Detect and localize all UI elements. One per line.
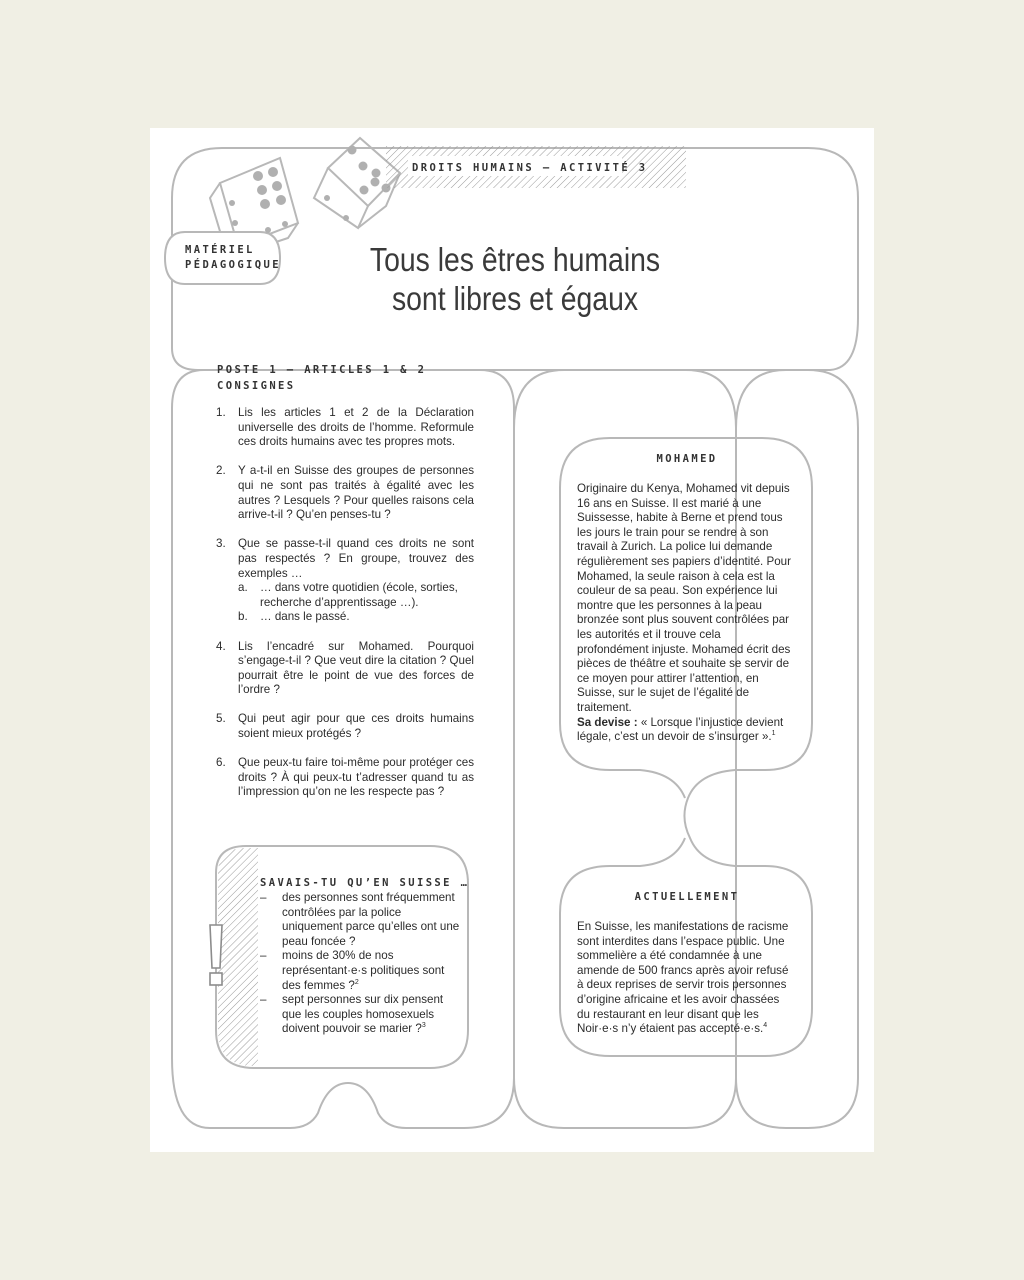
poste-heading-block	[217, 362, 426, 394]
materiel-pedagogique-label	[185, 243, 281, 273]
footnote-marker: 2	[354, 978, 359, 986]
sub-item-text: … dans votre quotidien (école, sorties, recherche d’apprentissage …).	[260, 581, 458, 609]
instruction-number: 4.	[216, 639, 226, 653]
instruction-item	[212, 640, 474, 698]
actuellement-box-text	[577, 920, 792, 1037]
mohamed-box-text	[577, 482, 792, 745]
instruction-number: 5.	[216, 712, 226, 726]
instruction-text: Qui peut agir pour que ces droits humains soient mieux protégés ?	[238, 712, 474, 741]
savais-tu-item-text: moins de 30% de nos représentant·e·s politiques sont des femmes ?	[282, 949, 445, 992]
consignes-heading: CONSIGNES	[217, 380, 296, 392]
savais-tu-item	[260, 891, 465, 949]
page-title	[356, 240, 674, 318]
mohamed-box-title: MOHAMED	[656, 453, 718, 465]
materiel-line-2: PÉDAGOGIQUE	[185, 259, 281, 271]
list-dash: –	[260, 993, 267, 1007]
instruction-number: 3.	[216, 537, 226, 551]
sub-item	[238, 610, 474, 625]
instruction-item	[212, 464, 474, 522]
instructions-list	[212, 406, 474, 815]
list-dash: –	[260, 949, 267, 963]
savais-tu-title: SAVAIS-TU QU’EN SUISSE …	[260, 877, 470, 889]
instruction-text: Y a-t-il en Suisse des groupes de personnes qui ne sont pas traités à égalité avec les autres ? Lesquels ? Pour quelles raisons cela arrive-t-il ? Qu’en penses-tu ?	[238, 464, 474, 522]
sub-item-label: b.	[238, 610, 248, 624]
instruction-item	[212, 406, 474, 450]
instruction-item	[212, 537, 474, 625]
instruction-number: 1.	[216, 406, 226, 419]
mohamed-devise-label: Sa devise :	[577, 715, 638, 729]
mohamed-devise-quote: « Lorsque l’injustice devient légale, c’est un devoir de s’insurger ».	[577, 715, 784, 744]
title-line-1: Tous les êtres humains	[369, 241, 661, 278]
materiel-line-1: MATÉRIEL	[185, 244, 255, 256]
savais-tu-list	[260, 891, 465, 1037]
actuellement-story: En Suisse, les manifestations de racisme sont interdites dans l’espace public. Une sommelière a été condamnée à une amende de 500 francs après avoir refusé à deux reprises de servir trois personnes d’origine africaine et les avoir chassées du restaurant en leur disant que les Noir·e·s n’y étaient pas accepté·e·s.	[577, 920, 789, 1036]
instruction-text: Que se passe-t-il quand ces droits ne sont pas respectés ? En groupe, trouvez des exemples …	[238, 537, 474, 580]
savais-tu-item	[260, 993, 465, 1037]
footnote-marker: 1	[771, 730, 776, 738]
savais-tu-item-text: des personnes sont fréquemment contrôlées par la police uniquement parce qu’elles ont une peau foncée ?	[282, 891, 460, 948]
instruction-text: Lis les articles 1 et 2 de la Déclaration universelle des droits de l’homme. Reformule ces droits humains avec tes propres mots.	[238, 406, 474, 449]
exclamation-icon	[210, 925, 222, 985]
sub-item-text: … dans le passé.	[260, 610, 350, 624]
savais-tu-item-text: sept personnes sur dix pensent que les couples homosexuels doivent pouvoir se marier ?	[282, 993, 444, 1036]
list-dash: –	[260, 891, 267, 904]
instruction-item	[212, 712, 474, 741]
instruction-text: Lis l’encadré sur Mohamed. Pourquoi s’engage-t-il ? Que veut dire la citation ? Quel pourrait être le point de vue des forces de l’ordre ?	[238, 639, 474, 697]
sub-item	[238, 581, 474, 610]
sub-item-label: a.	[238, 581, 248, 595]
footnote-marker: 4	[763, 1022, 768, 1030]
activity-label: DROITS HUMAINS – ACTIVITÉ 3	[412, 162, 648, 174]
title-line-2: sont libres et égaux	[391, 280, 639, 317]
instruction-text: Que peux-tu faire toi-même pour protéger ces droits ? À qui peux-tu t’adresser quand tu as l’impression qu’on ne les respecte pas ?	[238, 756, 474, 799]
poste-heading: POSTE 1 – ARTICLES 1 & 2	[217, 364, 427, 376]
instruction-number: 6.	[216, 756, 226, 770]
mohamed-story: Originaire du Kenya, Mohamed vit depuis 16 ans en Suisse. Il est marié à une Suissesse, habite à Berne et prend tous les jours le train pour se rendre à son travail à Zurich. La police lui demande régulièrement ses papiers d’identité. Pour Mohamed, la seule raison à cela est la couleur de sa peau. Son expérience lui montre que les personnes à la peau bronzée sont plus souvent contrôlées par les autorités et il trouve cela profondément injuste. Mohamed écrit des pièces de théâtre et souhaite se servir de ce moyen pour attirer l’attention, en Suisse, sur le sujet de l’égalité de traitement.	[577, 482, 791, 714]
instruction-number: 2.	[216, 464, 226, 478]
instruction-item	[212, 756, 474, 800]
actuellement-box-title: ACTUELLEMENT	[634, 891, 740, 903]
footnote-marker: 3	[421, 1022, 426, 1030]
savais-tu-item	[260, 949, 465, 993]
worksheet-page	[150, 128, 874, 1152]
